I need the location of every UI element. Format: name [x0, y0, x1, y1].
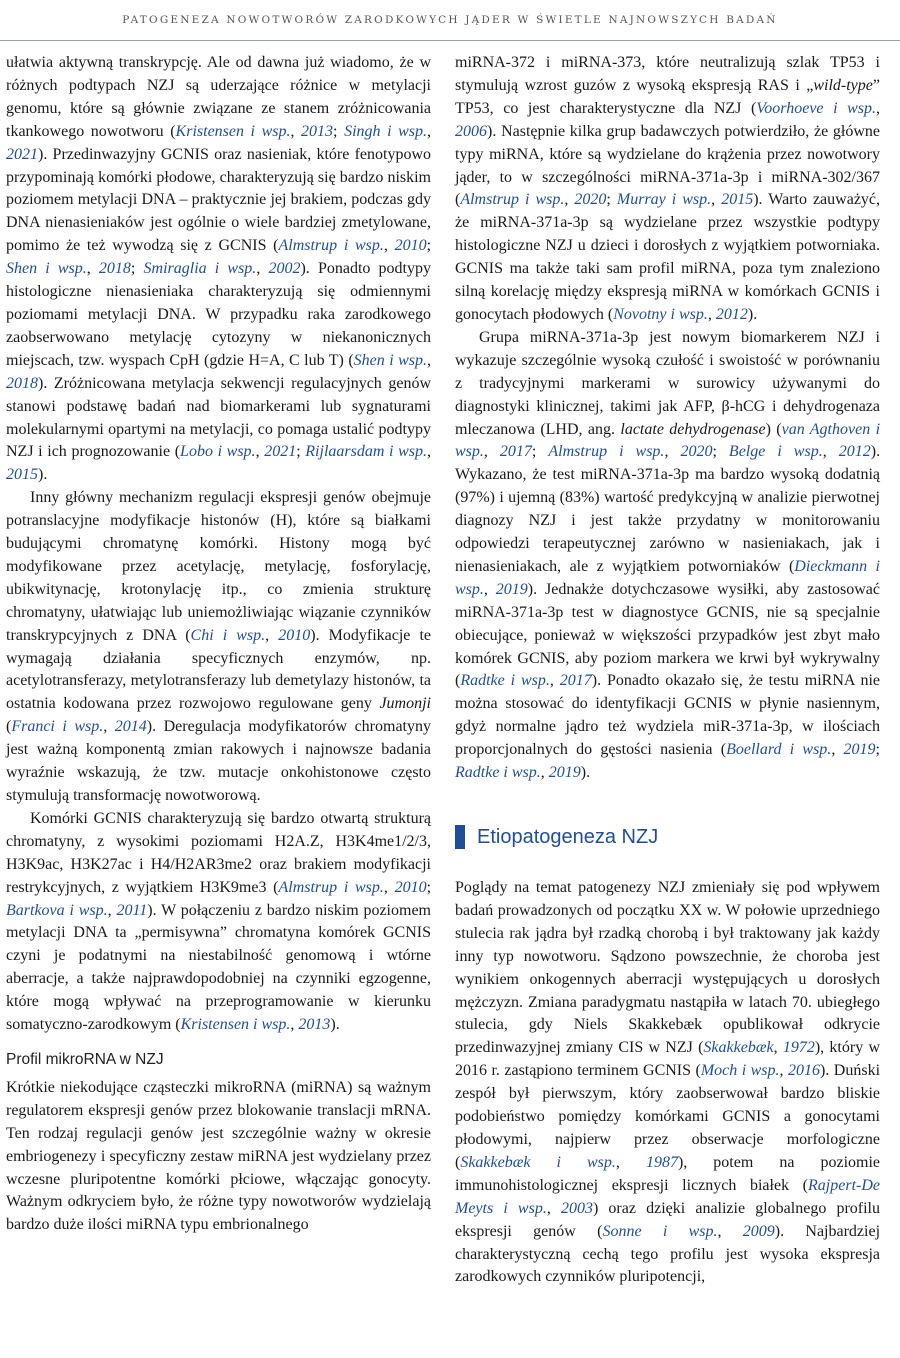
citation-link[interactable]: 2013	[298, 1016, 331, 1034]
citation-link[interactable]: 1987	[645, 1153, 678, 1171]
citation-link[interactable]: 2018	[98, 260, 131, 278]
citation-link[interactable]: Belge i wsp.	[728, 443, 823, 461]
citation-link[interactable]: 2006	[455, 122, 487, 140]
citation-link[interactable]: 2009	[742, 1222, 775, 1240]
citation-link[interactable]: Skakkebæk i wsp.	[460, 1153, 616, 1171]
citation-link[interactable]: Kristensen i wsp.	[180, 1016, 291, 1034]
citation-link[interactable]: 2015	[6, 466, 38, 484]
citation-link[interactable]: 2010	[394, 237, 427, 255]
citation-link[interactable]: Lobo i wsp.	[180, 443, 256, 461]
paragraph-dna-methylation: ułatwia aktywną transkrypcję. Ale od dawna już wiadomo, że w różnych podtypach NZJ są uderzające różnice w metylacji genomu, które są głównie związane ze stanem zróżnicowania tkankowego nowotworu (Kristensen i wsp., 2013; Singh i wsp., 2021). Przedinwazyjny GCNIS oraz nasieniak, które fenotypowo przypominają komórki płodowe, charakteryzują się bardzo niskim poziomem metylacji DNA – praktycznie jej brakiem, podczas gdy DNA nienasieniaków jest ogólnie o wiele bardziej zmetylowane, pomimo że też wywodzą się z GCNIS (Almstrup i wsp., 2010; Shen i wsp., 2018; Smiraglia i wsp., 2002). Ponadto podtypy histologiczne nienasieniaka charakteryzują się odmiennymi poziomami metylacji DNA. W przypadku raka zarodkowego zaobserwowano metylację cytozyny w niekanonicznych miejscach, tzw. wyspach CpH (gdzie H=A, C lub T) (Shen i wsp., 2018). Zróżnicowana metylacja sekwencji regulacyjnych genów stanowi podstawę badań nad biomarkerami lub sygnaturami molekularnymi opartymi na metylacji, co pomaga ustalić podtypy NZJ i ich prognozowanie (Lobo i wsp., 2021; Rijlaarsdam i wsp., 2015).	[6, 54, 432, 484]
paragraph-gcnis-chromatin: Komórki GCNIS charakteryzują się bardzo otwartą strukturą chromatyny, z wysokimi poziomami H2A.Z, H3K4me1/2/3, H3K9ac, H3K27ac i H4/H2AR3me2 oraz brakiem modyfikacji restrykcyjnych, z wyjątkiem H3K9me3 (Almstrup i wsp., 2010; Bartkova i wsp., 2011). W połączeniu z bardzo niskim poziomem metylacji DNA ta „permisywna” chromatyna komórek GCNIS czyni je podatnymi na niestabilność genomową i wtórne aberracje, a także najprawdopodobniej na czynniki egzogenne, które mogą wpływać na przeprogramowanie w kierunku somatyczno-zarodkowym (Kristensen i wsp., 2013).	[6, 809, 432, 1034]
citation-link[interactable]: 2021	[264, 443, 297, 461]
citation-link[interactable]: Franci i wsp.	[11, 718, 104, 736]
citation-link[interactable]: 2010	[278, 626, 311, 644]
citation-link[interactable]: Rajpert-De Meyts i wsp.	[455, 1176, 880, 1217]
paragraph-mirna-372-373: miRNA-372 i miRNA-373, które neutralizują szlak TP53 i stymulują wzrost guzów z wysoką ekspresją RAS i „wild-type” TP53, co jest charakterystyczne dla NZJ (Voorhoeve i wsp., 2006). Następnie kilka grup badawczych potwierdziło, że główne typy miRNA, które są wydzielane do krążenia przez nowotwory jąder, to w szczególności miRNA-371a-3p i miRNA-302/367 (Almstrup i wsp., 2020; Murray i wsp., 2015). Warto zauważyć, że miRNA-371a-3p są wydzielane przez wszystkie podtypy histologiczne NZJ u dzieci i dorosłych z wyjątkiem potworniaka. GCNIS ma także taki sam profil miRNA, poza tym znaleziono silną korelację między ekspresją miRNA w komórkach GCNIS i gonocytach płodowych (Novotny i wsp., 2012).	[455, 54, 881, 323]
citation-link[interactable]: Almstrup i wsp.	[278, 237, 384, 255]
citation-link[interactable]: Novotny i wsp.	[613, 305, 708, 323]
citation-link[interactable]: Almstrup i wsp.	[278, 878, 384, 896]
section-heading-etiopathogenesis	[455, 825, 880, 849]
section-heading-text: Etiopatogeneza NZJ	[477, 825, 659, 848]
italic-term: Jumonji	[379, 695, 431, 713]
citation-link[interactable]: Voorhoeve i wsp.	[756, 99, 876, 117]
citation-link[interactable]: Rijlaarsdam i wsp.	[305, 443, 428, 461]
citation-link[interactable]: 2016	[788, 1062, 820, 1080]
citation-link[interactable]: Moch i wsp.	[700, 1062, 780, 1080]
citation-link[interactable]: Smiraglia i wsp.	[143, 260, 257, 278]
citation-link[interactable]: van Agthoven i wsp.	[455, 420, 881, 461]
citation-link[interactable]: 2020	[680, 443, 713, 461]
citation-link[interactable]: Singh i wsp.	[344, 122, 427, 140]
italic-term: lactate dehydrogenase	[620, 420, 766, 438]
right-column	[455, 52, 880, 1289]
subheading-microrna-profile: Profil mikroRNA w NZJ	[6, 1050, 164, 1068]
citation-link[interactable]: 2019	[843, 741, 876, 759]
citation-link[interactable]: Sonne i wsp.	[602, 1222, 718, 1240]
citation-link[interactable]: 2011	[116, 901, 148, 919]
citation-link[interactable]: Skakkebæk	[703, 1039, 774, 1057]
citation-link[interactable]: Dieckmann i wsp.	[455, 557, 880, 598]
citation-link[interactable]: Boellard i wsp.	[726, 741, 832, 759]
paragraph-histone-modifications: Inny główny mechanizm regulacji ekspresji genów obejmuje potranslacyjne modyfikacje histonów (H), które są białkami budującymi chromatynę komórki. Histony mogą być modyfikowane przez acetylację, metylację, fosforylację, ubikwitynację, krotonylację itp., co zmienia strukturę chromatyny, ułatwiając lub uniemożliwiając wiązanie czynników transkrypcyjnych z DNA (Chi i wsp., 2010). Modyfikacje te wymagają działania specyficznych enzymów, np. acetylotransferazy, metylotransferazy lub demetylazy histonów, ta ostatnia kodowana przez rozwojowo regulowane geny Jumonji (Franci i wsp., 2014). Deregulacja modyfikatorów chromatyny jest ważną komponentą zmian rakowych i najnowsze badania wyraźnie wskazują, że tzw. mutacje onkohistonowe często stymulują transformację nowotworową.	[6, 489, 432, 804]
citation-link[interactable]: 2019	[495, 580, 528, 598]
citation-link[interactable]: 2012	[838, 443, 871, 461]
citation-link[interactable]: 2012	[715, 305, 748, 323]
citation-link[interactable]: Bartkova i wsp.	[6, 901, 108, 919]
citation-link[interactable]: Murray i wsp.	[616, 191, 712, 209]
citation-link[interactable]: Almstrup i wsp.	[548, 443, 665, 461]
citation-link[interactable]: Radtke i wsp.	[460, 672, 550, 690]
citation-link[interactable]: 2010	[394, 878, 427, 896]
citation-link[interactable]: 2002	[268, 260, 301, 278]
citation-link[interactable]: Kristensen i wsp.	[175, 122, 291, 140]
citation-link[interactable]: 2017	[499, 443, 532, 461]
running-header: PATOGENEZA NOWOTWORÓW ZARODKOWYCH JĄDER W ŚWIETLE NAJNOWSZYCH BADAŃ	[0, 0, 900, 41]
citation-link[interactable]: Chi i wsp.	[190, 626, 266, 644]
citation-link[interactable]: Almstrup i wsp.	[460, 191, 565, 209]
paragraph-etiopathogenesis: Poglądy na temat patogenezy NZJ zmieniały się pod wpływem badań prowadzonych od początku XX w. W połowie uprzedniego stulecia rak jądra był rzadką chorobą i był traktowany jak każdy inny typ nowotworu. Sądzono powszechnie, że choroba jest wynikiem onkogennych aberracji występujących u dorosłych mężczyzn. Zmiana paradygmatu nastąpiła w latach 70. ubiegłego stulecia, gdy Niels Skakkebæk opublikował odkrycie przedinwazyjnej zmiany CIS w NZJ (Skakkebæk, 1972), który w 2016 r. zastąpiono terminem GCNIS (Moch i wsp., 2016). Duński zespół był pierwszym, który zaobserwował bardzo bliskie podobieństwo pomiędzy komórkami GCNIS a gonocytami płodowymi, najpierw przez obserwacje morfologiczne (Skakkebæk i wsp., 1987), potem na poziomie immunohistologicznej ekspresji licznych białek (Rajpert-De Meyts i wsp., 2003) oraz dzięki analizie globalnego profilu ekspresji genów (Sonne i wsp., 2009). Najbardziej charakterystyczną cechą tego profilu jest wysoka ekspresja zarodkowych czynników pluripotencji,	[455, 879, 881, 1286]
citation-link[interactable]: 2017	[559, 672, 592, 690]
citation-link[interactable]: Shen i wsp.	[6, 260, 87, 278]
citation-link[interactable]: 2013	[301, 122, 334, 140]
citation-link[interactable]: 2014	[114, 718, 147, 736]
citation-link[interactable]: 2003	[560, 1199, 593, 1217]
italic-term: wild-type	[813, 76, 873, 94]
citation-link[interactable]: 2021	[6, 145, 38, 163]
citation-link[interactable]: 2019	[548, 764, 581, 782]
citation-link[interactable]: 2018	[6, 374, 38, 392]
paragraph-mirna-371a-biomarker: Grupa miRNA-371a-3p jest nowym biomarkerem NZJ i wykazuje szczególnie wysoką czułość i swoistość w porównaniu z tradycyjnymi markerami w surowicy używanymi do diagnostyki klinicznej, takimi jak AFP, β-hCG i dehydrogenaza mleczanowa (LHD, ang. lactate dehydrogenase) (van Agthoven i wsp., 2017; Almstrup i wsp., 2020; Belge i wsp., 2012). Wykazano, że test miRNA-371a-3p ma bardzo wysoką dodatnią (97%) i ujemną (83%) wartość predykcyjną w analizie pierwotnej diagnozy NZJ i jest także przydatny w monitorowaniu odpowiedzi terapeutycznej zarówno w nasieniakach, jak i nienasieniakach, ale z wyjątkiem potworniaków (Dieckmann i wsp., 2019). Jednakże dotychczasowe wysiłki, aby zastosować miRNA-371a-3p test w diagnostyce GCNIS, nie są specjalnie obiecujące, ponieważ w większości przypadków jest zbyt mało komórek GCNIS, aby poziom markera we krwi był wykrywalny (Radtke i wsp., 2017). Ponadto okazało się, że testu miRNA nie można stosować do identyfikacji GCNIS w płynie nasiennym, gdyż normalne jądro też wydziela miR-371a-3p, w ilościach proporcjonalnych do gęstości nasienia (Boellard i wsp., 2019; Radtke i wsp., 2019).	[455, 328, 881, 782]
section-marker-bar	[455, 825, 465, 849]
citation-link[interactable]: 2015	[721, 191, 754, 209]
citation-link[interactable]: Radtke i wsp.	[455, 764, 541, 782]
citation-link[interactable]: 1972	[782, 1039, 815, 1057]
citation-link[interactable]: 2020	[574, 191, 607, 209]
citation-link[interactable]: Shen i wsp.	[353, 351, 427, 369]
left-column	[6, 52, 431, 1237]
paragraph-microrna-intro: Krótkie niekodujące cząsteczki mikroRNA (miRNA) są ważnym regulatorem ekspresji genów przez blokowanie translacji mRNA. Ten rodzaj regulacji genów jest szczególnie ważny w okresie embriogenezy i specyficzny zestaw miRNA jest wydzielany przez wczesne pluripotentne komórki płciowe, włączając gonocyty. Ważnym odkryciem było, że różne typy nowotworów wydzielają bardzo duże ilości miRNA typu embrionalnego	[6, 1078, 431, 1234]
